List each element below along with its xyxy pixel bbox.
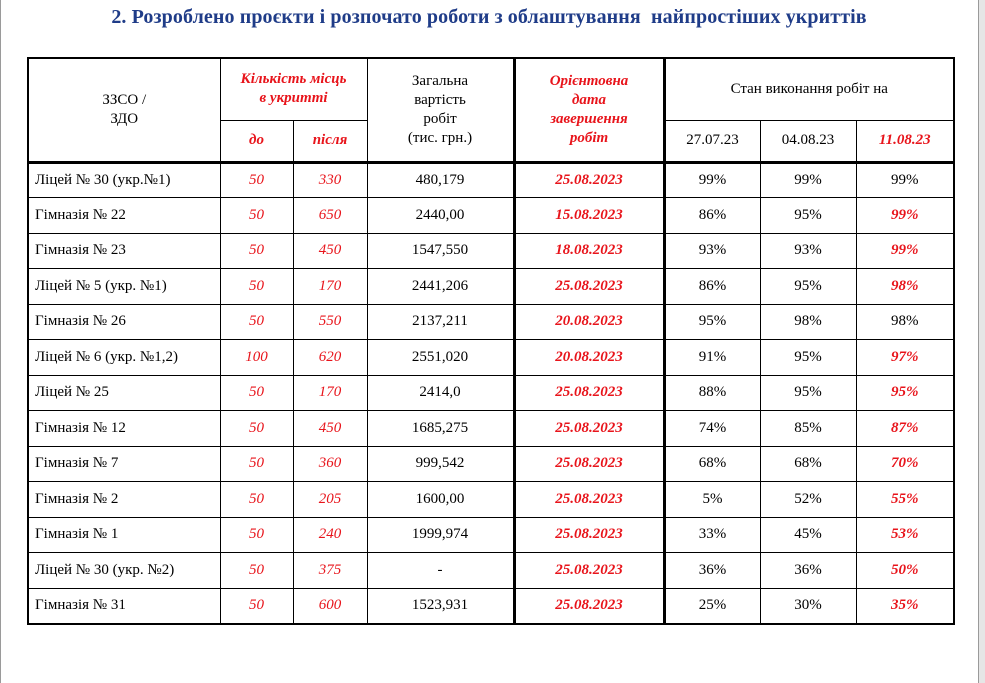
cell-places-before: 100 [220,340,293,376]
cell-status-3: 98% [856,269,954,305]
cell-institution: Ліцей № 6 (укр. №1,2) [28,340,220,376]
header-status-date-3: 11.08.23 [856,120,954,162]
cell-institution: Гімназія № 26 [28,304,220,340]
cell-places-after: 620 [293,340,367,376]
cell-status-1: 68% [664,446,760,482]
cell-date: 25.08.2023 [514,162,664,198]
cell-places-before: 50 [220,375,293,411]
cell-status-3: 97% [856,340,954,376]
cell-status-1: 95% [664,304,760,340]
table-row [28,198,954,234]
cell-places-after: 650 [293,198,367,234]
table-row [28,162,954,198]
cell-places-after: 170 [293,375,367,411]
cell-date: 20.08.2023 [514,304,664,340]
cell-status-2: 45% [760,517,856,553]
table-row [28,375,954,411]
cell-institution: Гімназія № 7 [28,446,220,482]
cell-places-after: 550 [293,304,367,340]
header-date: Орієнтовна дата завершення робіт [514,58,664,162]
cell-status-3: 99% [856,162,954,198]
cell-status-2: 95% [760,340,856,376]
cell-status-3: 99% [856,198,954,234]
table-body [28,162,954,624]
shelters-table [27,57,955,625]
cell-cost: 1523,931 [367,588,514,624]
cell-places-before: 50 [220,446,293,482]
cell-status-2: 36% [760,553,856,589]
cell-cost: 1600,00 [367,482,514,518]
scrollbar-track[interactable] [978,0,985,683]
cell-status-2: 99% [760,162,856,198]
table-row [28,446,954,482]
cell-places-before: 50 [220,517,293,553]
cell-status-1: 25% [664,588,760,624]
cell-places-before: 50 [220,482,293,518]
cell-status-2: 30% [760,588,856,624]
cell-institution: Гімназія № 1 [28,517,220,553]
table-row [28,553,954,589]
header-places-after: після [293,120,367,162]
header-status-date-1: 27.07.23 [664,120,760,162]
cell-places-after: 600 [293,588,367,624]
cell-status-2: 95% [760,269,856,305]
cell-date: 25.08.2023 [514,482,664,518]
cell-cost: 1999,974 [367,517,514,553]
cell-institution: Ліцей № 5 (укр. №1) [28,269,220,305]
cell-places-after: 450 [293,233,367,269]
table-row [28,588,954,624]
cell-places-before: 50 [220,411,293,447]
cell-institution: Ліцей № 30 (укр. №2) [28,553,220,589]
cell-status-3: 70% [856,446,954,482]
page-edge-left [0,0,1,683]
cell-date: 25.08.2023 [514,446,664,482]
cell-status-1: 36% [664,553,760,589]
header-status-date-2: 04.08.23 [760,120,856,162]
cell-status-1: 74% [664,411,760,447]
cell-cost: - [367,553,514,589]
cell-date: 25.08.2023 [514,553,664,589]
cell-cost: 999,542 [367,446,514,482]
header-status: Стан виконання робіт на [664,58,954,120]
cell-institution: Гімназія № 23 [28,233,220,269]
header-cost: Загальна вартість робіт (тис. грн.) [367,58,514,162]
cell-status-3: 50% [856,553,954,589]
cell-cost: 2441,206 [367,269,514,305]
cell-status-3: 95% [856,375,954,411]
cell-status-1: 91% [664,340,760,376]
cell-status-2: 93% [760,233,856,269]
cell-status-3: 53% [856,517,954,553]
cell-institution: Гімназія № 12 [28,411,220,447]
cell-places-before: 50 [220,553,293,589]
cell-institution: Гімназія № 31 [28,588,220,624]
cell-date: 25.08.2023 [514,517,664,553]
slide-title: 2. Розроблено проєкти і розпочато роботи з облаштування найпростіших укриттів [111,6,867,28]
table-row [28,340,954,376]
cell-cost: 1685,275 [367,411,514,447]
cell-institution: Ліцей № 30 (укр.№1) [28,162,220,198]
cell-status-1: 99% [664,162,760,198]
cell-date: 25.08.2023 [514,411,664,447]
cell-status-2: 85% [760,411,856,447]
cell-places-before: 50 [220,233,293,269]
cell-status-3: 55% [856,482,954,518]
header-places: Кількість місць в укритті [220,58,367,120]
header-places-before: до [220,120,293,162]
table-row [28,517,954,553]
cell-cost: 2137,211 [367,304,514,340]
cell-places-after: 360 [293,446,367,482]
table-row [28,233,954,269]
cell-institution: Гімназія № 22 [28,198,220,234]
cell-places-after: 170 [293,269,367,305]
table-header [28,58,954,162]
cell-status-1: 33% [664,517,760,553]
cell-status-2: 52% [760,482,856,518]
cell-places-before: 50 [220,269,293,305]
cell-places-after: 240 [293,517,367,553]
cell-date: 18.08.2023 [514,233,664,269]
cell-status-1: 86% [664,198,760,234]
cell-status-2: 95% [760,198,856,234]
cell-cost: 2551,020 [367,340,514,376]
cell-date: 25.08.2023 [514,375,664,411]
cell-institution: Гімназія № 2 [28,482,220,518]
cell-cost: 1547,550 [367,233,514,269]
cell-places-after: 375 [293,553,367,589]
cell-places-after: 205 [293,482,367,518]
table-row [28,304,954,340]
cell-places-after: 330 [293,162,367,198]
cell-status-2: 95% [760,375,856,411]
table-row [28,269,954,305]
cell-cost: 2440,00 [367,198,514,234]
cell-places-before: 50 [220,304,293,340]
cell-cost: 480,179 [367,162,514,198]
cell-status-3: 99% [856,233,954,269]
cell-status-1: 86% [664,269,760,305]
cell-status-1: 93% [664,233,760,269]
cell-date: 25.08.2023 [514,588,664,624]
cell-status-2: 68% [760,446,856,482]
cell-cost: 2414,0 [367,375,514,411]
cell-date: 20.08.2023 [514,340,664,376]
cell-places-before: 50 [220,162,293,198]
table-row [28,411,954,447]
table-row [28,482,954,518]
cell-institution: Ліцей № 25 [28,375,220,411]
cell-places-before: 50 [220,198,293,234]
cell-status-3: 35% [856,588,954,624]
cell-status-1: 5% [664,482,760,518]
cell-date: 15.08.2023 [514,198,664,234]
cell-status-2: 98% [760,304,856,340]
cell-status-3: 87% [856,411,954,447]
header-institution: ЗЗСО / ЗДО [28,58,220,162]
cell-places-after: 450 [293,411,367,447]
cell-places-before: 50 [220,588,293,624]
cell-status-3: 98% [856,304,954,340]
cell-status-1: 88% [664,375,760,411]
cell-date: 25.08.2023 [514,269,664,305]
